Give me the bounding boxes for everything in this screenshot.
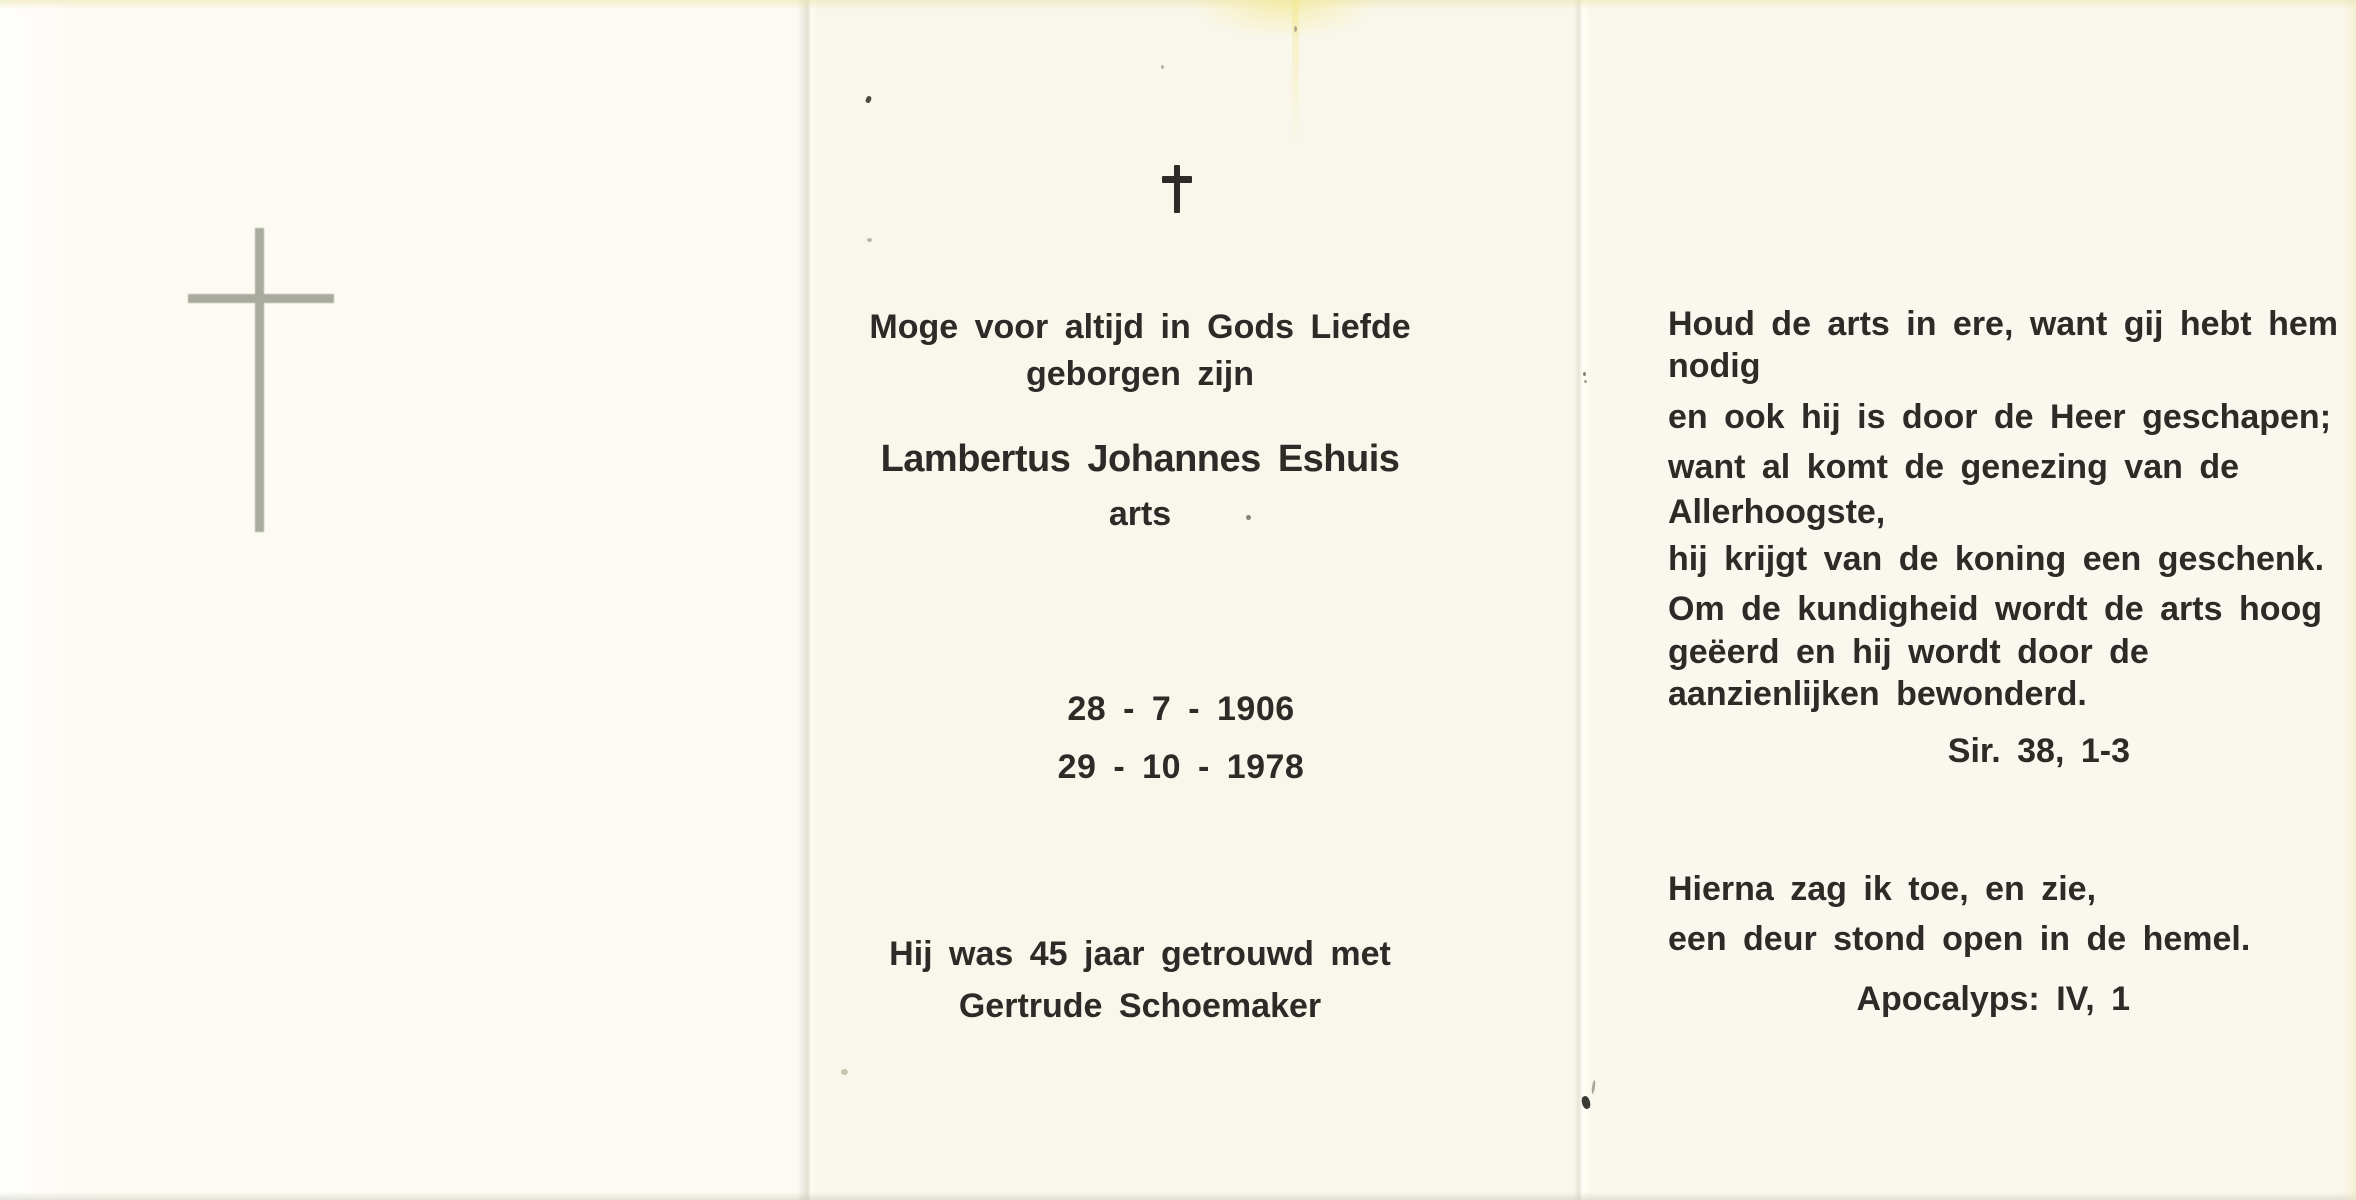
quote-source-sirach: Sir. 38, 1-3	[1947, 732, 2130, 770]
profession: arts	[1108, 495, 1172, 533]
quote-line: Hierna zag ik toe, en zie,	[1668, 870, 2097, 908]
quote-line: Allerhoogste,	[1668, 493, 1886, 531]
paper-edge-top	[0, 0, 2356, 10]
panel-middle	[808, 0, 1580, 1200]
paper-stain-streak	[1292, 0, 1299, 150]
quote-line: aanzienlijken bewonderd.	[1668, 675, 2087, 713]
quote-line: geëerd en hij wordt door de	[1668, 633, 2149, 671]
paper-speck	[841, 1069, 848, 1075]
cross-vertical-bar	[255, 228, 264, 532]
quote-line: en ook hij is door de Heer geschapen;	[1668, 398, 2332, 436]
quote-line: nodig	[1668, 347, 1761, 385]
paper-speck	[1584, 380, 1587, 383]
paper-speck	[1294, 26, 1297, 32]
cross-horizontal-bar	[188, 294, 334, 303]
paper-speck	[867, 238, 872, 242]
quote-line: hij krijgt van de koning een geschenk.	[1668, 540, 2325, 578]
panel-left	[0, 0, 808, 1200]
dedication-line-1: Moge voor altijd in Gods Liefde	[869, 308, 1411, 346]
quote-line: Houd de arts in ere, want gij hebt hem	[1668, 305, 2338, 343]
death-date: 29 - 10 - 1978	[1057, 748, 1305, 786]
quote-line: een deur stond open in de hemel.	[1668, 920, 2251, 958]
cross-horizontal-bar	[1162, 176, 1192, 183]
paper-speck	[1161, 65, 1164, 69]
birth-date: 28 - 7 - 1906	[1067, 690, 1295, 728]
paper-edge-bottom	[0, 1192, 2356, 1200]
paper-speck	[1246, 515, 1251, 520]
quote-line: want al komt de genezing van de	[1668, 448, 2239, 486]
cross-vertical-bar	[1174, 165, 1180, 213]
memorial-cross-icon	[1162, 165, 1192, 213]
latin-cross-icon	[0, 0, 808, 1200]
marriage-line-1: Hij was 45 jaar getrouwd met	[889, 935, 1391, 973]
paper-speck	[1583, 372, 1586, 376]
deceased-name: Lambertus Johannes Eshuis	[880, 438, 1400, 480]
quote-line: Om de kundigheid wordt de arts hoog	[1668, 590, 2323, 628]
quote-source-apocalyps: Apocalyps: IV, 1	[1856, 980, 2130, 1018]
dedication-line-2: geborgen zijn	[1026, 355, 1254, 393]
panel-right	[1580, 0, 2356, 1200]
paper-edge-right	[2342, 0, 2356, 1200]
marriage-line-2: Gertrude Schoemaker	[958, 987, 1322, 1025]
